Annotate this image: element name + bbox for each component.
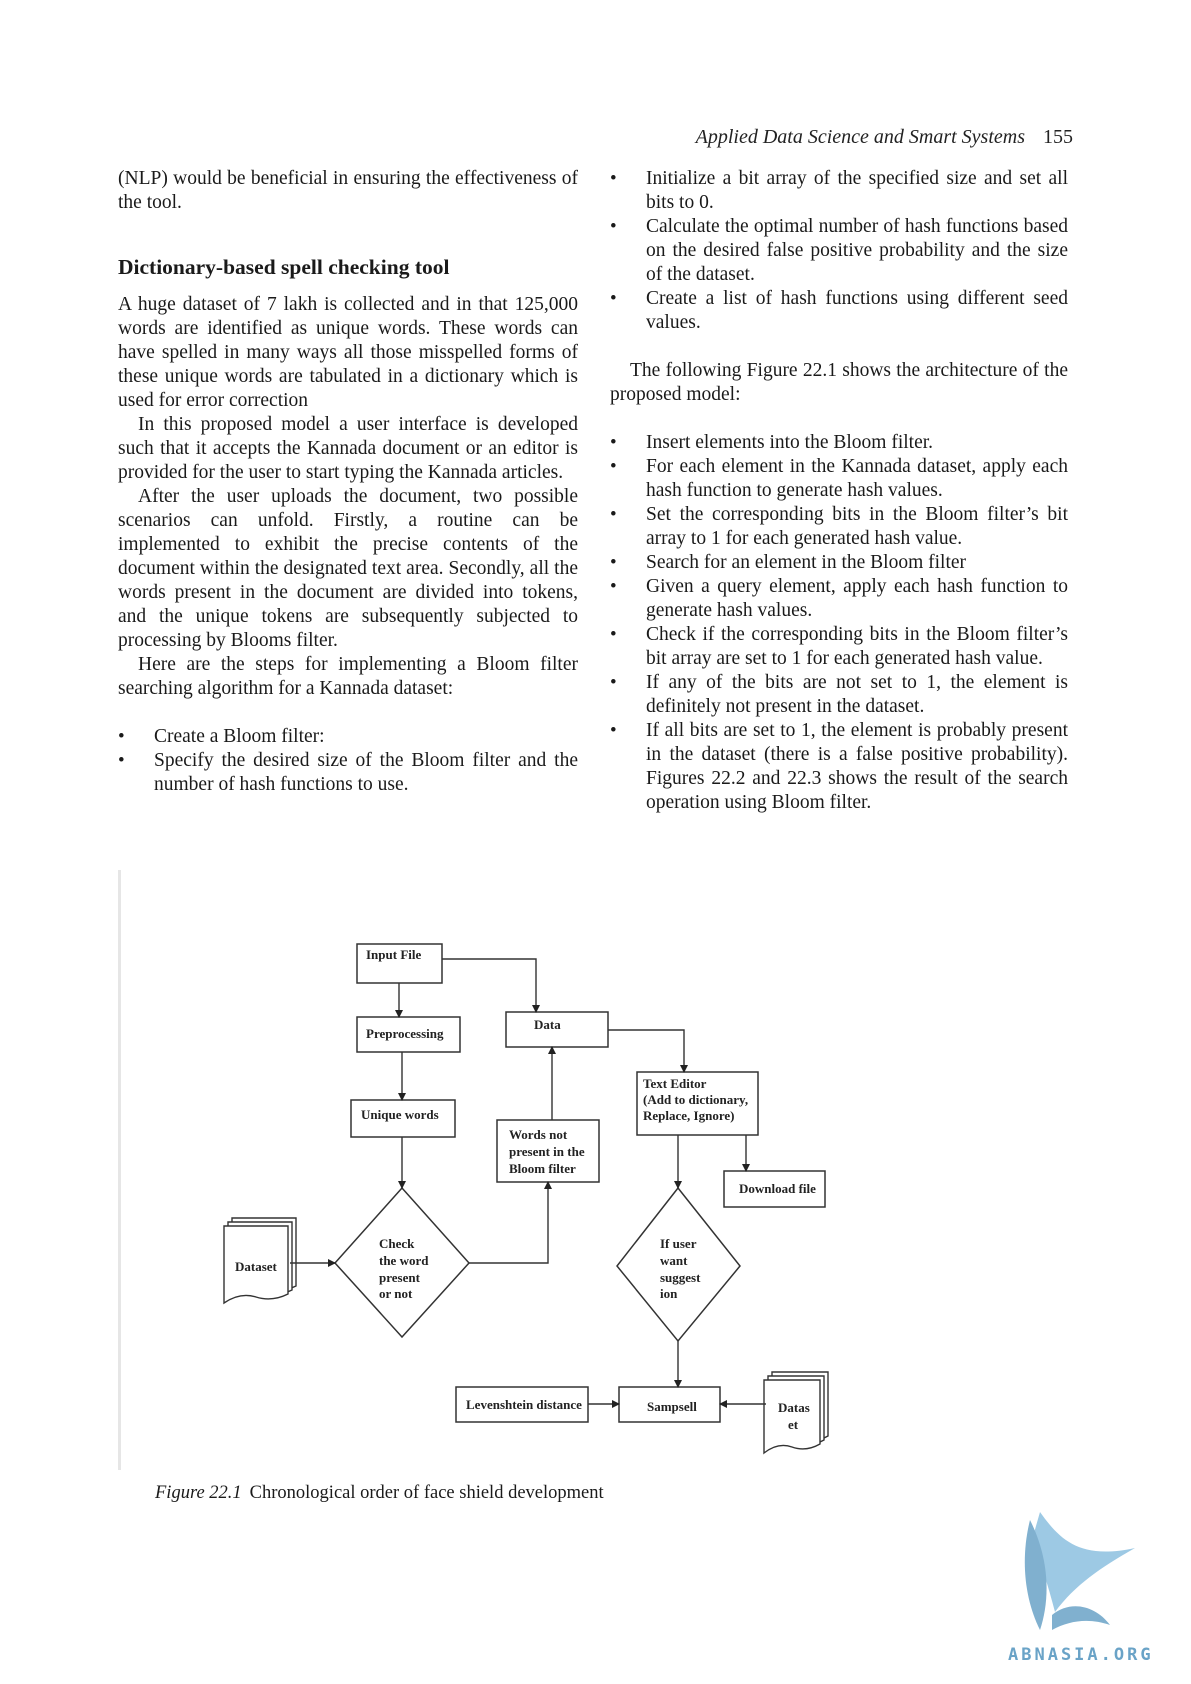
check-word-label-1: Check xyxy=(379,1236,415,1251)
preprocessing-label: Preprocessing xyxy=(366,1026,444,1041)
dataset-label: Dataset xyxy=(235,1259,277,1274)
check-word-label-2: the word xyxy=(379,1253,429,1268)
list-item: • If any of the bits are not set to 1, the element is definitely not present in the dataset. xyxy=(610,671,1068,719)
section-heading: Dictionary-based spell checking tool xyxy=(118,255,450,279)
left-paragraph-4: After the user uploads the document, two possible scenarios can unfold. Firstly, a routine can be implemented to exhibit the precise contents of the document within the designated text area. Secondly, all the words present in the document are divided into tokens, and the unique tokens are subsequently subjected to processing by Blooms filter. xyxy=(118,486,578,651)
list-item: • If all bits are set to 1, the element is probably present in the dataset (there is a false positive probability). Figures 22.2 and 22.3 shows the result of the search operation using Bloom filter. xyxy=(610,719,1068,815)
running-title: Applied Data Science and Smart Systems xyxy=(695,126,1025,148)
watermark-text: ABNASIA.ORG xyxy=(1008,1645,1154,1665)
list-item: • Calculate the optimal number of hash functions based on the desired false positive probability and the size of the dataset. xyxy=(610,215,1068,287)
check-word-label-3: present xyxy=(379,1270,420,1285)
list-item: • Check if the corresponding bits in the Bloom filter’s bit array are set to 1 for each generated hash value. xyxy=(610,623,1068,671)
if-user-label-1: If user xyxy=(660,1236,697,1251)
right-paragraph: The following Figure 22.1 shows the architecture of the proposed model: xyxy=(610,360,1068,405)
levenshtein-label: Levenshtein distance xyxy=(466,1397,582,1412)
page-number: 155 xyxy=(1043,126,1073,148)
figure-caption xyxy=(155,1483,604,1504)
list-item: • Insert elements into the Bloom filter. xyxy=(610,431,1068,455)
data-label: Data xyxy=(534,1017,561,1032)
text-editor-label-1: Text Editor xyxy=(643,1076,707,1091)
left-paragraph-1: (NLP) would be beneficial in ensuring the effectiveness of the tool. xyxy=(118,168,578,213)
text-editor-label-2: (Add to dictionary, xyxy=(643,1092,749,1107)
list-item: • Initialize a bit array of the specified size and set all bits to 0. xyxy=(610,167,1068,215)
input-file-label: Input File xyxy=(366,947,422,962)
words-not-present-label-1: Words not xyxy=(509,1127,568,1142)
dataset2-label-1: Datas xyxy=(778,1400,810,1415)
words-not-present-label-3: Bloom filter xyxy=(509,1161,576,1176)
download-file-label: Download file xyxy=(739,1181,816,1196)
list-item: • Specify the desired size of the Bloom filter and the number of hash functions to use. xyxy=(118,749,578,797)
figure-caption-text: Chronological order of face shield development xyxy=(249,1483,604,1503)
list-item: • Search for an element in the Bloom filter xyxy=(610,551,1068,575)
text-editor-label-3: Replace, Ignore) xyxy=(643,1108,735,1123)
left-paragraph-3: In this proposed model a user interface is developed such that it accepts the Kannada document or an editor is provided for the user to start typing the Kannada articles. xyxy=(118,414,578,483)
watermark-logo xyxy=(1025,1512,1135,1630)
if-user-label-3: suggest xyxy=(660,1270,701,1285)
check-word-label-4: or not xyxy=(379,1286,413,1301)
list-item: • For each element in the Kannada dataset, apply each hash function to generate hash values. xyxy=(610,455,1068,503)
left-paragraph-2: A huge dataset of 7 lakh is collected and in that 125,000 words are identified as unique words. These words can have spelled in many ways all those misspelled forms of these unique words are tabulated in a dictionary which is used for error correction xyxy=(118,294,578,411)
figure-caption-label: Figure 22.1 xyxy=(155,1483,242,1503)
list-item: • Given a query element, apply each hash function to generate hash values. xyxy=(610,575,1068,623)
dataset2-label-2: et xyxy=(788,1417,799,1432)
unique-words-label: Unique words xyxy=(361,1107,439,1122)
sampsell-label: Sampsell xyxy=(647,1399,697,1414)
if-user-label-4: ion xyxy=(660,1286,678,1301)
if-user-label-2: want xyxy=(660,1253,688,1268)
list-item: • Create a Bloom filter: xyxy=(118,725,578,749)
left-paragraph-5: Here are the steps for implementing a Bloom filter searching algorithm for a Kannada dataset: xyxy=(118,654,578,699)
words-not-present-label-2: present in the xyxy=(509,1144,585,1159)
list-item: • Create a list of hash functions using different seed values. xyxy=(610,287,1068,335)
list-item: • Set the corresponding bits in the Bloom filter’s bit array to 1 for each generated hash value. xyxy=(610,503,1068,551)
